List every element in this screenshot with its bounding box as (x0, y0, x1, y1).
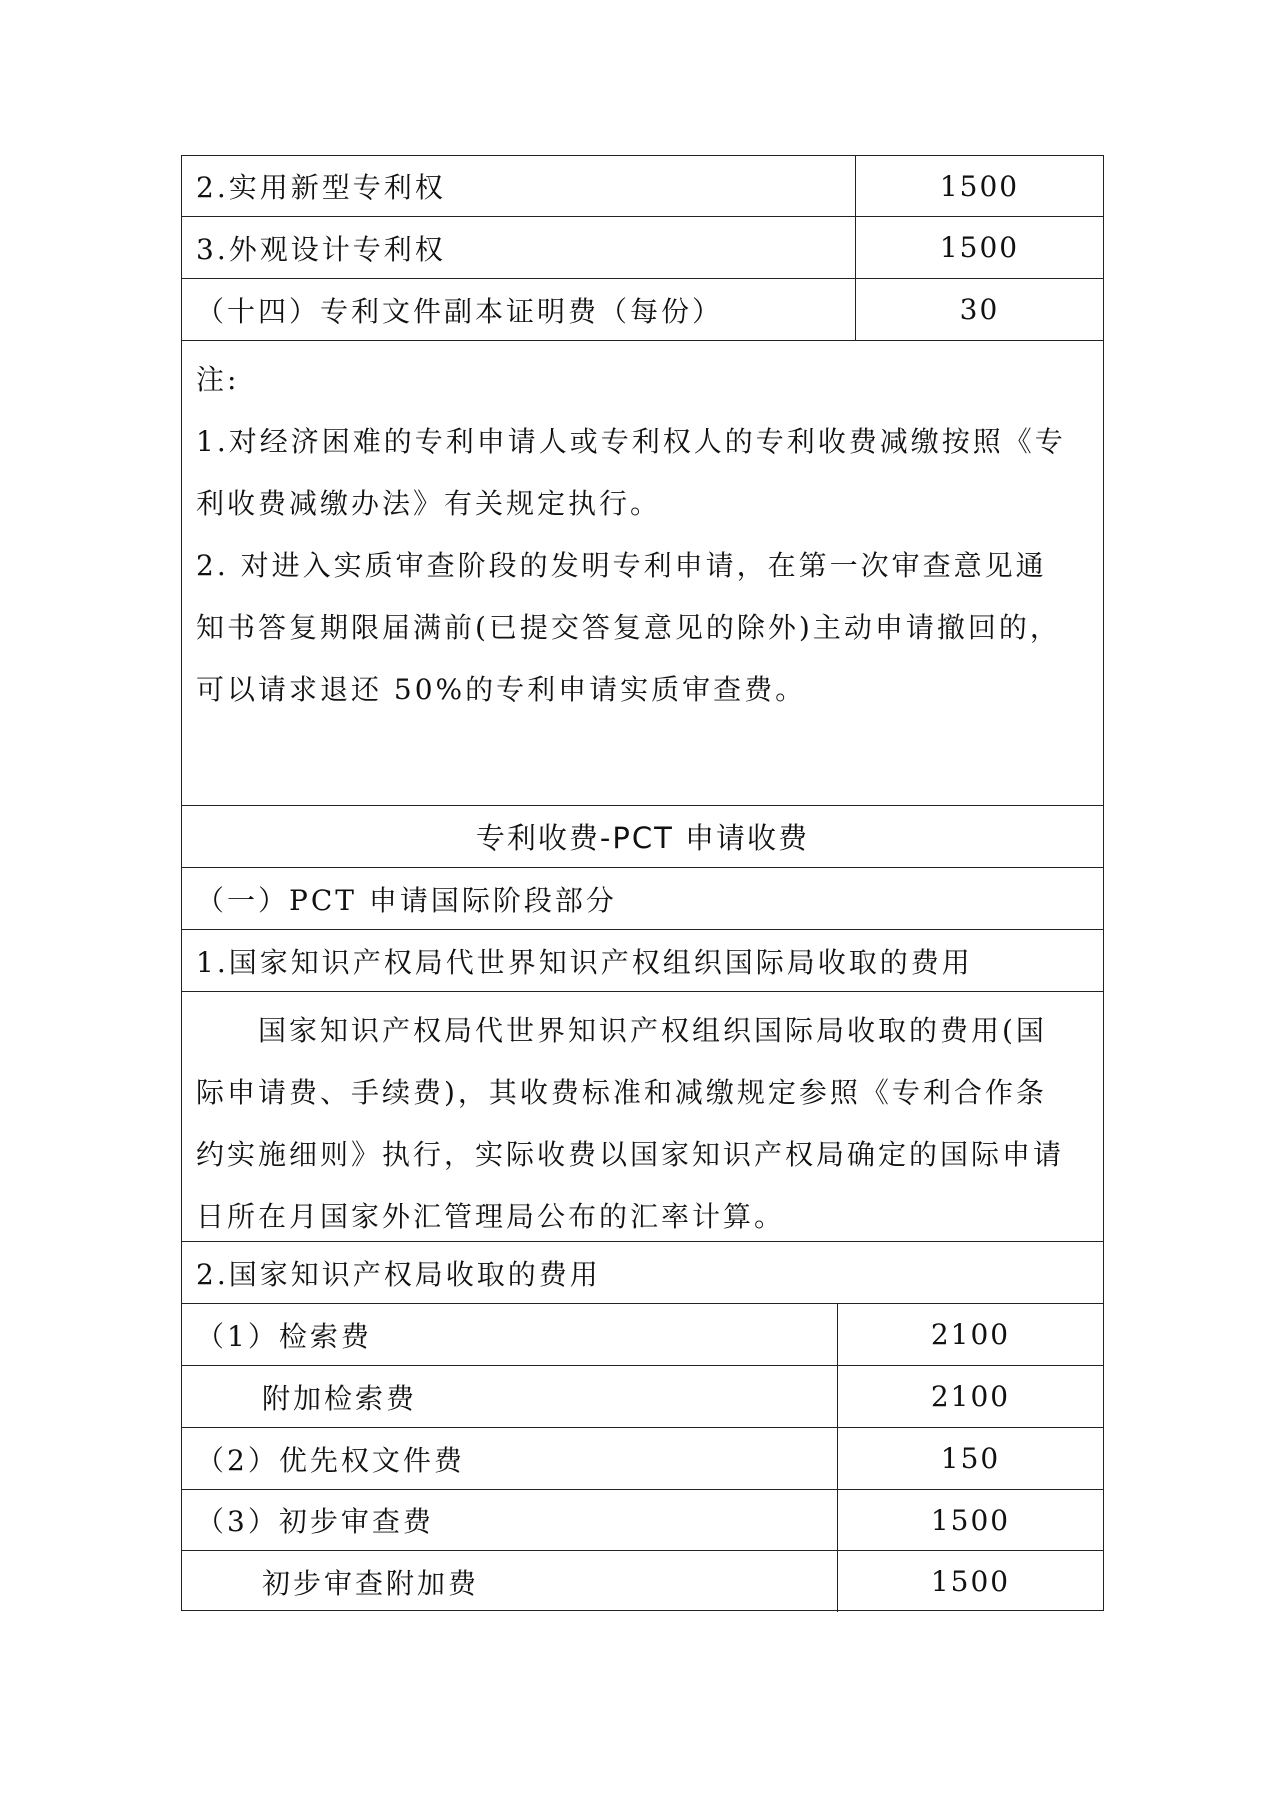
fee-value: 150 (837, 1428, 1103, 1489)
paragraph-line: 国家知识产权局代世界知识产权组织国际局收取的费用(国 (196, 1014, 1047, 1047)
notes-line: 1.对经济困难的专利申请人或专利权人的专利收费减缴按照《专 (196, 425, 1066, 458)
table-row (182, 930, 1103, 992)
fee-label: 2.实用新型专利权 (196, 171, 446, 204)
fee-label: 初步审查附加费 (262, 1566, 480, 1600)
section-title: （一）PCT 申请国际阶段部分 (196, 883, 617, 917)
table-row (182, 868, 1103, 930)
item-paragraph (196, 1000, 1093, 1248)
fee-value: 2100 (837, 1304, 1103, 1365)
table-row (182, 217, 1103, 279)
fee-label: 附加检索费 (262, 1381, 418, 1415)
fee-label: （3）初步审查费 (196, 1505, 434, 1538)
notes-line: 可以请求退还 50%的专利申请实质审查费。 (196, 673, 807, 706)
fee-value: 1500 (855, 156, 1103, 216)
notes-line: 2. 对进入实质审查阶段的发明专利申请，在第一次审查意见通 (196, 549, 1047, 582)
notes-line: 知书答复期限届满前(已提交答复意见的除外)主动申请撤回的， (196, 611, 1061, 644)
table-row (182, 279, 1103, 341)
fee-table (181, 155, 1104, 1611)
fee-value: 1500 (837, 1551, 1103, 1612)
fee-value: 2100 (837, 1366, 1103, 1427)
table-row (182, 1490, 1103, 1551)
fee-value: 30 (855, 279, 1103, 340)
fee-label: （1）检索费 (196, 1319, 372, 1353)
item-title: 1.国家知识产权局代世界知识产权组织国际局收取的费用 (196, 945, 973, 979)
table-row (182, 156, 1103, 217)
paragraph-line: 约实施细则》执行，实际收费以国家知识产权局确定的国际申请 (196, 1138, 1065, 1171)
paragraph-line: 日所在月国家外汇管理局公布的汇率计算。 (196, 1200, 786, 1233)
fee-label: （十四）专利文件副本证明费（每份） (196, 294, 724, 328)
table-row (182, 992, 1103, 1242)
notes-text (196, 349, 1089, 721)
notes-title: 注: (196, 363, 240, 396)
fee-value: 1500 (837, 1490, 1103, 1550)
table-row (182, 1428, 1103, 1490)
table-row (182, 1551, 1103, 1612)
paragraph-line: 际申请费、手续费)，其收费标准和减缴规定参照《专利合作条 (196, 1076, 1047, 1109)
table-row (182, 1242, 1103, 1304)
table-row (182, 1366, 1103, 1428)
fee-label: 3.外观设计专利权 (196, 232, 446, 266)
notes-line: 利收费减缴办法》有关规定执行。 (196, 487, 662, 520)
item-title: 2.国家知识产权局收取的费用 (196, 1257, 601, 1291)
fee-value: 1500 (855, 217, 1103, 278)
table-row (182, 1304, 1103, 1366)
notes-row (182, 341, 1103, 806)
table-row (182, 806, 1103, 868)
section-heading: 专利收费-PCT 申请收费 (475, 821, 810, 855)
fee-label: （2）优先权文件费 (196, 1443, 465, 1477)
